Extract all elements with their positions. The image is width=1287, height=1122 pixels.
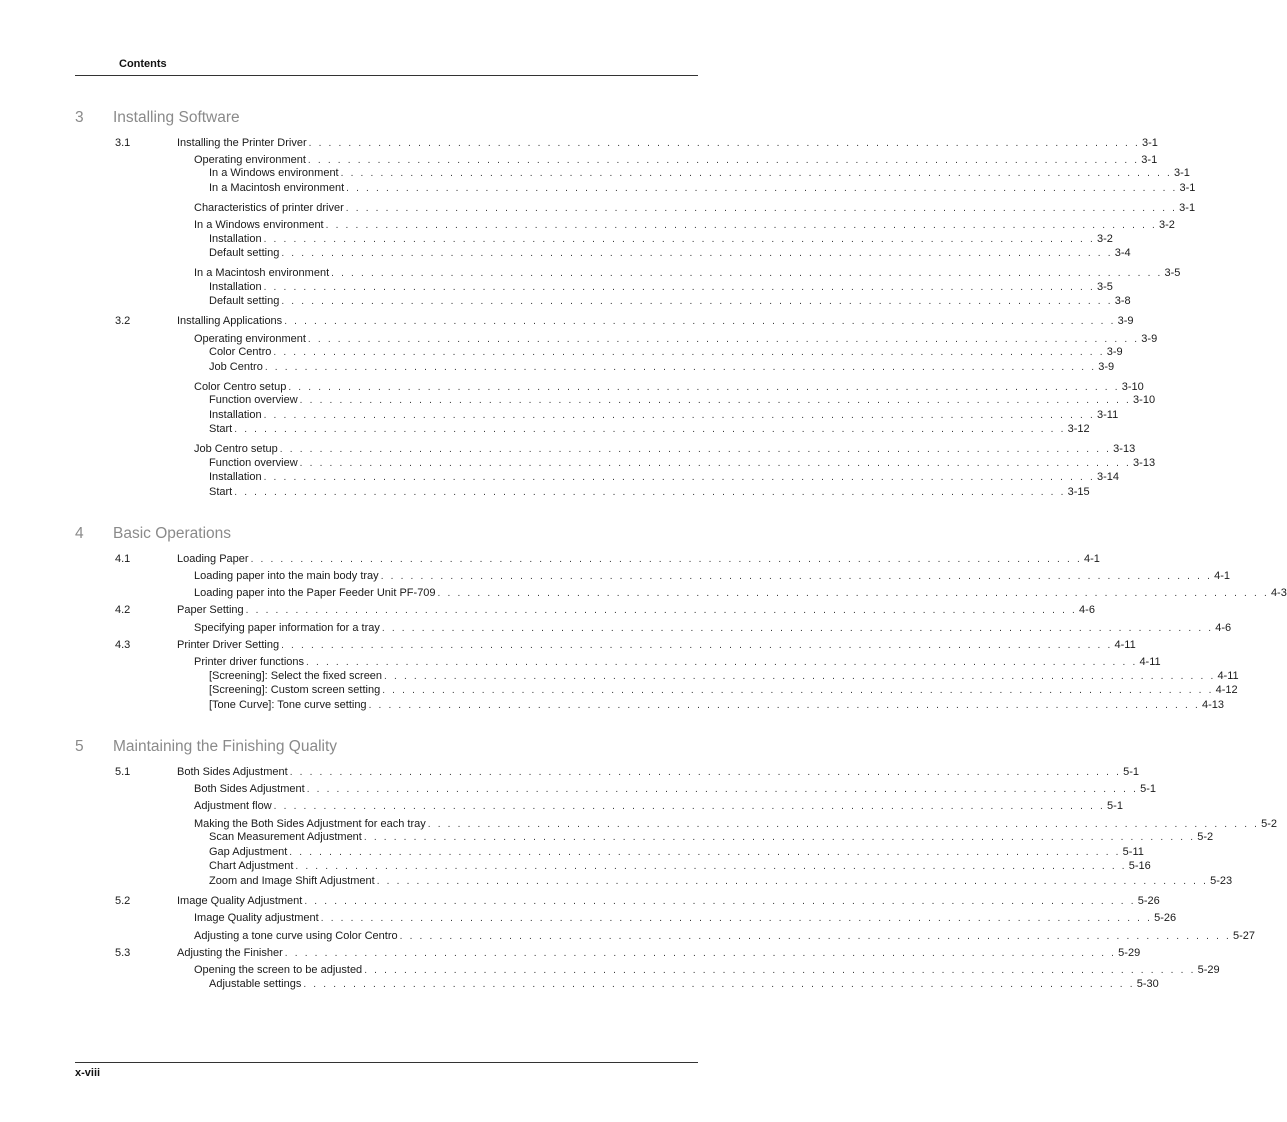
- entry-title: Job Centro setup: [194, 443, 278, 455]
- toc-entry[interactable]: [0, 894, 1160, 908]
- toc-entry[interactable]: [0, 166, 1190, 180]
- toc-entry[interactable]: [0, 470, 1120, 484]
- page-number: 3-1: [1179, 202, 1196, 214]
- entry-title: Characteristics of printer driver: [194, 202, 344, 214]
- entry-title: Installing the Printer Driver: [177, 137, 307, 149]
- dot-leader: . . . . . . . . . . . . . . . . . . . . . . . . . . . . . . . . . . . . . . . . . . . . . . . . . . . . . . . . . . . . . . . . . . . . . . . . . . . . . . . . . . . .: [284, 316, 1116, 327]
- dot-leader: . . . . . . . . . . . . . . . . . . . . . . . . . . . . . . . . . . . . . . . . . . . . . . . . . . . . . . . . . . . . . . . . . . . . . . . . . . . . . . . . . . . .: [437, 588, 1269, 599]
- entry-title: Loading paper into the Paper Feeder Unit PF-709: [194, 587, 436, 599]
- entry-title: Printer driver functions: [194, 656, 305, 668]
- toc-entry[interactable]: [0, 929, 1256, 943]
- page-number: 3-1: [1141, 154, 1158, 166]
- page-number: 3-13: [1133, 457, 1156, 469]
- entry-title: Making the Both Sides Adjustment for each tray: [194, 818, 426, 830]
- toc-entry[interactable]: [0, 698, 1224, 712]
- dot-leader: . . . . . . . . . . . . . . . . . . . . . . . . . . . . . . . . . . . . . . . . . . . . . . . . . . . . . . . . . . . . . . . . . . . . . . . . . . . . . . . . . . . .: [234, 487, 1066, 498]
- page-number: 3-9: [1141, 333, 1158, 345]
- toc-entry[interactable]: [0, 218, 1175, 232]
- dot-leader: . . . . . . . . . . . . . . . . . . . . . . . . . . . . . . . . . . . . . . . . . . . . . . . . . . . . . . . . . . . . . . . . . . . . . . . . . . . . . . . . . . . .: [263, 234, 1095, 245]
- toc-entry[interactable]: [0, 859, 1151, 873]
- toc-entry[interactable]: [0, 845, 1144, 859]
- page-number: 3-11: [1096, 409, 1119, 421]
- section-number: 5.3: [115, 947, 131, 959]
- dot-leader: . . . . . . . . . . . . . . . . . . . . . . . . . . . . . . . . . . . . . . . . . . . . . . . . . . . . . . . . . . . . . . . . . . . . . . . . . . . . . . . . . . . .: [295, 861, 1127, 872]
- page-number: 5-1: [1140, 783, 1156, 795]
- page-number: 5-1: [1107, 800, 1123, 812]
- dot-leader: . . . . . . . . . . . . . . . . . . . . . . . . . . . . . . . . . . . . . . . . . . . . . . . . . . . . . . . . . . . . . . . . . . . . . . . . . . . . . . . . . . . .: [284, 948, 1117, 959]
- page-header-label: Contents: [119, 58, 167, 70]
- dot-leader: . . . . . . . . . . . . . . . . . . . . . . . . . . . . . . . . . . . . . . . . . . . . . . . . . . . . . . . . . . . . . . . . . . . . . . . . . . . . . . . . . . . .: [289, 767, 1122, 778]
- dot-leader: . . . . . . . . . . . . . . . . . . . . . . . . . . . . . . . . . . . . . . . . . . . . . . . . . . . . . . . . . . . . . . . . . . . . . . . . . . . . . . . . . . . .: [306, 657, 1138, 668]
- page-number: 4-11: [1139, 656, 1161, 668]
- chapter-heading: [0, 109, 793, 131]
- page-number: 5-2: [1197, 831, 1214, 843]
- page-number: 3-14: [1096, 471, 1120, 483]
- toc-entry[interactable]: [0, 314, 1134, 328]
- entry-title: Adjustable settings: [209, 978, 302, 990]
- entry-title: Color Centro setup: [194, 381, 287, 393]
- page-number: 3-8: [1114, 295, 1131, 307]
- dot-leader: . . . . . . . . . . . . . . . . . . . . . . . . . . . . . . . . . . . . . . . . . . . . . . . . . . . . . . . . . . . . . . . . . . . . . . . . . . . . . . . . . . . .: [273, 347, 1105, 358]
- entry-title: Adjusting the Finisher: [177, 947, 283, 959]
- entry-title: Installing Applications: [177, 315, 283, 327]
- entry-title: [Tone Curve]: Tone curve setting: [209, 699, 367, 711]
- entry-title: Printer Driver Setting: [177, 639, 280, 651]
- page-number: 3-5: [1096, 281, 1113, 293]
- dot-leader: . . . . . . . . . . . . . . . . . . . . . . . . . . . . . . . . . . . . . . . . . . . . . . . . . . . . . . . . . . . . . . . . . . . . . . . . . . . . . . . . . . . .: [345, 203, 1178, 214]
- toc-entry[interactable]: [0, 586, 1287, 600]
- page-number: 5-27: [1233, 930, 1256, 942]
- chapter-number: 4: [75, 525, 84, 542]
- dot-leader: . . . . . . . . . . . . . . . . . . . . . . . . . . . . . . . . . . . . . . . . . . . . . . . . . . . . . . . . . . . . . . . . . . . . . . . . . . . . . . . . . . . .: [325, 220, 1158, 231]
- page-number: 3-2: [1159, 219, 1175, 231]
- dot-leader: . . . . . . . . . . . . . . . . . . . . . . . . . . . . . . . . . . . . . . . . . . . . . . . . . . . . . . . . . . . . . . . . . . . . . . . . . . . . . . . . . . . .: [382, 685, 1214, 696]
- chapter-number: 3: [75, 109, 84, 126]
- entry-title: Chart Adjustment: [209, 860, 294, 872]
- page-number: 4-1: [1214, 570, 1230, 582]
- page-number: 3-9: [1117, 315, 1134, 327]
- toc-entry[interactable]: [0, 232, 1113, 246]
- dot-leader: . . . . . . . . . . . . . . . . . . . . . . . . . . . . . . . . . . . . . . . . . . . . . . . . . . . . . . . . . . . . . . . . . . . . . . . . . . . . . . . . . . . .: [364, 965, 1196, 976]
- entry-title: Scan Measurement Adjustment: [209, 831, 362, 843]
- page-number: 5-30: [1136, 978, 1159, 990]
- entry-title: Installation: [209, 409, 262, 421]
- header-rule: [75, 75, 698, 76]
- entry-title: Zoom and Image Shift Adjustment: [209, 875, 375, 887]
- page-number: 3-1: [1174, 167, 1190, 179]
- dot-leader: . . . . . . . . . . . . . . . . . . . . . . . . . . . . . . . . . . . . . . . . . . . . . . . . . . . . . . . . . . . . . . . . . . . . . . . . . . . . . . . . . . . .: [289, 847, 1121, 858]
- page-number: 3-1: [1142, 137, 1158, 149]
- dot-leader: . . . . . . . . . . . . . . . . . . . . . . . . . . . . . . . . . . . . . . . . . . . . . . . . . . . . . . . . . . . . . . . . . . . . . . . . . . . . . . . . . . . .: [281, 640, 1113, 651]
- toc-entry[interactable]: [0, 266, 1181, 280]
- page-number: 3-5: [1164, 267, 1181, 279]
- toc-entry[interactable]: [0, 874, 1233, 888]
- dot-leader: . . . . . . . . . . . . . . . . . . . . . . . . . . . . . . . . . . . . . . . . . . . . . . . . . . . . . . . . . . . . . . . . . . . . . . . . . . . . . . . . . . . .: [346, 183, 1178, 194]
- toc-entry[interactable]: [0, 280, 1113, 294]
- toc-entry[interactable]: [0, 963, 1220, 977]
- dot-leader: . . . . . . . . . . . . . . . . . . . . . . . . . . . . . . . . . . . . . . . . . . . . . . . . . . . . . . . . . . . . . . . . . . . . . . . . . . . . . . . . . . . .: [340, 168, 1173, 179]
- chapter-title: Installing Software: [113, 109, 240, 126]
- entry-title: Default setting: [209, 295, 280, 307]
- entry-title: In a Macintosh environment: [209, 182, 345, 194]
- dot-leader: . . . . . . . . . . . . . . . . . . . . . . . . . . . . . . . . . . . . . . . . . . . . . . . . . . . . . . . . . . . . . . . . . . . . . . . . . . . . . . . . . . . .: [273, 801, 1106, 812]
- page-number: 5-1: [1123, 766, 1139, 778]
- toc-entry[interactable]: [0, 393, 1156, 407]
- dot-leader: . . . . . . . . . . . . . . . . . . . . . . . . . . . . . . . . . . . . . . . . . . . . . . . . . . . . . . . . . . . . . . . . . . . . . . . . . . . . . . . . . . . .: [234, 424, 1066, 435]
- toc-entry[interactable]: [0, 332, 1158, 346]
- page-number: 3-10: [1121, 381, 1144, 393]
- entry-title: Loading paper into the main body tray: [194, 570, 379, 582]
- page-number: 3-9: [1106, 346, 1123, 358]
- section-number: 3.1: [115, 137, 131, 149]
- toc-entry[interactable]: [0, 136, 1158, 150]
- toc-entry[interactable]: [0, 621, 1232, 635]
- dot-leader: . . . . . . . . . . . . . . . . . . . . . . . . . . . . . . . . . . . . . . . . . . . . . . . . . . . . . . . . . . . . . . . . . . . . . . . . . . . . . . . . . . . .: [376, 876, 1209, 887]
- dot-leader: . . . . . . . . . . . . . . . . . . . . . . . . . . . . . . . . . . . . . . . . . . . . . . . . . . . . . . . . . . . . . . . . . . . . . . . . . . . . . . . . . . . .: [384, 671, 1216, 682]
- dot-leader: . . . . . . . . . . . . . . . . . . . . . . . . . . . . . . . . . . . . . . . . . . . . . . . . . . . . . . . . . . . . . . . . . . . . . . . . . . . . . . . . . . . .: [320, 913, 1153, 924]
- page-number: 3-15: [1067, 486, 1090, 498]
- page-number: 4-6: [1215, 622, 1232, 634]
- toc-entry[interactable]: [0, 638, 1136, 652]
- chapter-title: Basic Operations: [113, 525, 232, 542]
- section-number: 4.2: [115, 604, 131, 616]
- toc-entry[interactable]: [0, 201, 1196, 215]
- toc-entry[interactable]: [0, 485, 1090, 499]
- entry-title: Start: [209, 423, 233, 435]
- toc-entry[interactable]: [0, 683, 1238, 697]
- page-number: 4-12: [1215, 684, 1238, 696]
- page-number: 3-10: [1133, 394, 1156, 406]
- toc-entry[interactable]: [0, 817, 1278, 831]
- chapter-title: Maintaining the Finishing Quality: [113, 738, 338, 755]
- page-number: 5-2: [1261, 818, 1278, 830]
- toc-entry[interactable]: [0, 380, 1144, 394]
- toc-entry[interactable]: [0, 830, 1214, 844]
- page-number: 4-13: [1201, 699, 1224, 711]
- dot-leader: . . . . . . . . . . . . . . . . . . . . . . . . . . . . . . . . . . . . . . . . . . . . . . . . . . . . . . . . . . . . . . . . . . . . . . . . . . . . . . . . . . . .: [250, 554, 1082, 565]
- dot-leader: . . . . . . . . . . . . . . . . . . . . . . . . . . . . . . . . . . . . . . . . . . . . . . . . . . . . . . . . . . . . . . . . . . . . . . . . . . . . . . . . . . . .: [263, 410, 1095, 421]
- entry-title: Gap Adjustment: [209, 846, 288, 858]
- dot-leader: . . . . . . . . . . . . . . . . . . . . . . . . . . . . . . . . . . . . . . . . . . . . . . . . . . . . . . . . . . . . . . . . . . . . . . . . . . . . . . . . . . . .: [368, 700, 1200, 711]
- dot-leader: . . . . . . . . . . . . . . . . . . . . . . . . . . . . . . . . . . . . . . . . . . . . . . . . . . . . . . . . . . . . . . . . . . . . . . . . . . . . . . . . . . . .: [281, 296, 1113, 307]
- dot-leader: . . . . . . . . . . . . . . . . . . . . . . . . . . . . . . . . . . . . . . . . . . . . . . . . . . . . . . . . . . . . . . . . . . . . . . . . . . . . . . . . . . . .: [263, 472, 1095, 483]
- dot-leader: . . . . . . . . . . . . . . . . . . . . . . . . . . . . . . . . . . . . . . . . . . . . . . . . . . . . . . . . . . . . . . . . . . . . . . . . . . . . . . . . . . . .: [304, 896, 1136, 907]
- dot-leader: . . . . . . . . . . . . . . . . . . . . . . . . . . . . . . . . . . . . . . . . . . . . . . . . . . . . . . . . . . . . . . . . . . . . . . . . . . . . . . . . . . . .: [306, 784, 1139, 795]
- page-number: 4-6: [1079, 604, 1095, 616]
- dot-leader: . . . . . . . . . . . . . . . . . . . . . . . . . . . . . . . . . . . . . . . . . . . . . . . . . . . . . . . . . . . . . . . . . . . . . . . . . . . . . . . . . . . .: [299, 458, 1132, 469]
- footer-page-number: x-viii: [75, 1067, 101, 1079]
- toc-entry[interactable]: [0, 360, 1115, 374]
- entry-title: Specifying paper information for a tray: [194, 622, 380, 634]
- dot-leader: . . . . . . . . . . . . . . . . . . . . . . . . . . . . . . . . . . . . . . . . . . . . . . . . . . . . . . . . . . . . . . . . . . . . . . . . . . . . . . . . . . . .: [427, 819, 1260, 830]
- dot-leader: . . . . . . . . . . . . . . . . . . . . . . . . . . . . . . . . . . . . . . . . . . . . . . . . . . . . . . . . . . . . . . . . . . . . . . . . . . . . . . . . . . . .: [399, 931, 1232, 942]
- dot-leader: . . . . . . . . . . . . . . . . . . . . . . . . . . . . . . . . . . . . . . . . . . . . . . . . . . . . . . . . . . . . . . . . . . . . . . . . . . . . . . . . . . . .: [331, 268, 1163, 279]
- entry-title: [Screening]: Select the fixed screen: [209, 670, 383, 682]
- page-number: 3-13: [1113, 443, 1136, 455]
- dot-leader: . . . . . . . . . . . . . . . . . . . . . . . . . . . . . . . . . . . . . . . . . . . . . . . . . . . . . . . . . . . . . . . . . . . . . . . . . . . . . . . . . . . .: [381, 623, 1214, 634]
- toc-entry[interactable]: [0, 569, 1230, 583]
- page-number: 4-11: [1217, 670, 1239, 682]
- toc-entry[interactable]: [0, 456, 1156, 470]
- dot-leader: . . . . . . . . . . . . . . . . . . . . . . . . . . . . . . . . . . . . . . . . . . . . . . . . . . . . . . . . . . . . . . . . . . . . . . . . . . . . . . . . . . . .: [279, 444, 1112, 455]
- entry-title: Both Sides Adjustment: [177, 766, 288, 778]
- page-number: 5-26: [1154, 912, 1177, 924]
- entry-title: Default setting: [209, 247, 280, 259]
- entry-title: Both Sides Adjustment: [194, 783, 305, 795]
- page-number: 5-23: [1210, 875, 1233, 887]
- entry-title: Adjustment flow: [194, 800, 272, 812]
- toc-entry[interactable]: [0, 655, 1161, 669]
- toc-entry[interactable]: [0, 765, 1139, 779]
- dot-leader: . . . . . . . . . . . . . . . . . . . . . . . . . . . . . . . . . . . . . . . . . . . . . . . . . . . . . . . . . . . . . . . . . . . . . . . . . . . . . . . . . . . .: [380, 571, 1213, 582]
- dot-leader: . . . . . . . . . . . . . . . . . . . . . . . . . . . . . . . . . . . . . . . . . . . . . . . . . . . . . . . . . . . . . . . . . . . . . . . . . . . . . . . . . . . .: [303, 979, 1135, 990]
- page-number: 4-1: [1083, 553, 1100, 565]
- toc-entry[interactable]: [0, 345, 1123, 359]
- section-number: 3.2: [115, 315, 131, 327]
- entry-title: Installation: [209, 281, 262, 293]
- page-number: 4-3: [1270, 587, 1287, 599]
- dot-leader: . . . . . . . . . . . . . . . . . . . . . . . . . . . . . . . . . . . . . . . . . . . . . . . . . . . . . . . . . . . . . . . . . . . . . . . . . . . . . . . . . . . .: [281, 248, 1113, 259]
- page-number: 3-4: [1114, 247, 1131, 259]
- toc-entry[interactable]: [0, 946, 1141, 960]
- dot-leader: . . . . . . . . . . . . . . . . . . . . . . . . . . . . . . . . . . . . . . . . . . . . . . . . . . . . . . . . . . . . . . . . . . . . . . . . . . . . . . . . . . . .: [308, 138, 1140, 149]
- entry-title: Adjusting a tone curve using Color Centro: [194, 930, 398, 942]
- entry-title: Installation: [209, 233, 262, 245]
- toc-entry[interactable]: [0, 669, 1239, 683]
- entry-title: In a Macintosh environment: [194, 267, 330, 279]
- footer-rule: [75, 1062, 698, 1063]
- entry-title: Function overview: [209, 457, 298, 469]
- section-number: 5.1: [115, 766, 131, 778]
- page-number: 4-11: [1114, 639, 1136, 651]
- page-number: 5-29: [1118, 947, 1141, 959]
- dot-leader: . . . . . . . . . . . . . . . . . . . . . . . . . . . . . . . . . . . . . . . . . . . . . . . . . . . . . . . . . . . . . . . . . . . . . . . . . . . . . . . . . . . .: [307, 334, 1140, 345]
- chapter-heading: [0, 525, 793, 547]
- entry-title: Opening the screen to be adjusted: [194, 964, 363, 976]
- toc-entry[interactable]: [0, 782, 1156, 796]
- page-number: 3-9: [1098, 361, 1115, 373]
- dot-leader: . . . . . . . . . . . . . . . . . . . . . . . . . . . . . . . . . . . . . . . . . . . . . . . . . . . . . . . . . . . . . . . . . . . . . . . . . . . . . . . . . . . .: [263, 282, 1095, 293]
- entry-title: Paper Setting: [177, 604, 244, 616]
- toc-entry[interactable]: [0, 603, 1095, 617]
- toc-entry[interactable]: [0, 422, 1090, 436]
- entry-title: In a Windows environment: [194, 219, 324, 231]
- chapter-number: 5: [75, 738, 84, 755]
- toc-entry[interactable]: [0, 246, 1131, 260]
- toc-entry[interactable]: [0, 911, 1177, 925]
- entry-title: Installation: [209, 471, 262, 483]
- entry-title: Image Quality Adjustment: [177, 895, 303, 907]
- toc-entry[interactable]: [0, 181, 1196, 195]
- dot-leader: . . . . . . . . . . . . . . . . . . . . . . . . . . . . . . . . . . . . . . . . . . . . . . . . . . . . . . . . . . . . . . . . . . . . . . . . . . . . . . . . . . . .: [245, 605, 1078, 616]
- entry-title: Operating environment: [194, 333, 306, 345]
- toc-entry[interactable]: [0, 442, 1136, 456]
- entry-title: In a Windows environment: [209, 167, 339, 179]
- entry-title: Color Centro: [209, 346, 272, 358]
- page-number: 3-12: [1067, 423, 1090, 435]
- page-number: 5-29: [1197, 964, 1220, 976]
- page-number: 3-1: [1179, 182, 1196, 194]
- toc-entry[interactable]: [0, 408, 1119, 422]
- dot-leader: . . . . . . . . . . . . . . . . . . . . . . . . . . . . . . . . . . . . . . . . . . . . . . . . . . . . . . . . . . . . . . . . . . . . . . . . . . . . . . . . . . . .: [307, 155, 1140, 166]
- dot-leader: . . . . . . . . . . . . . . . . . . . . . . . . . . . . . . . . . . . . . . . . . . . . . . . . . . . . . . . . . . . . . . . . . . . . . . . . . . . . . . . . . . . .: [299, 395, 1132, 406]
- entry-title: Operating environment: [194, 154, 306, 166]
- dot-leader: . . . . . . . . . . . . . . . . . . . . . . . . . . . . . . . . . . . . . . . . . . . . . . . . . . . . . . . . . . . . . . . . . . . . . . . . . . . . . . . . . . . .: [288, 382, 1120, 393]
- section-number: 4.3: [115, 639, 131, 651]
- section-number: 5.2: [115, 895, 131, 907]
- page-number: 5-16: [1128, 860, 1151, 872]
- dot-leader: . . . . . . . . . . . . . . . . . . . . . . . . . . . . . . . . . . . . . . . . . . . . . . . . . . . . . . . . . . . . . . . . . . . . . . . . . . . . . . . . . . . .: [363, 832, 1196, 843]
- entry-title: [Screening]: Custom screen setting: [209, 684, 381, 696]
- toc-entry[interactable]: [0, 153, 1158, 167]
- entry-title: Function overview: [209, 394, 298, 406]
- toc-entry[interactable]: [0, 552, 1100, 566]
- entry-title: Job Centro: [209, 361, 263, 373]
- chapter-heading: [0, 738, 793, 760]
- page-number: 5-11: [1122, 846, 1144, 858]
- toc-entry[interactable]: [0, 799, 1123, 813]
- page-number: 3-2: [1096, 233, 1113, 245]
- entry-title: Image Quality adjustment: [194, 912, 319, 924]
- section-number: 4.1: [115, 553, 131, 565]
- toc-entry[interactable]: [0, 294, 1131, 308]
- dot-leader: . . . . . . . . . . . . . . . . . . . . . . . . . . . . . . . . . . . . . . . . . . . . . . . . . . . . . . . . . . . . . . . . . . . . . . . . . . . . . . . . . . . .: [264, 362, 1097, 373]
- toc-entry[interactable]: [0, 977, 1159, 991]
- entry-title: Loading Paper: [177, 553, 249, 565]
- page-number: 5-26: [1137, 895, 1160, 907]
- entry-title: Start: [209, 486, 233, 498]
